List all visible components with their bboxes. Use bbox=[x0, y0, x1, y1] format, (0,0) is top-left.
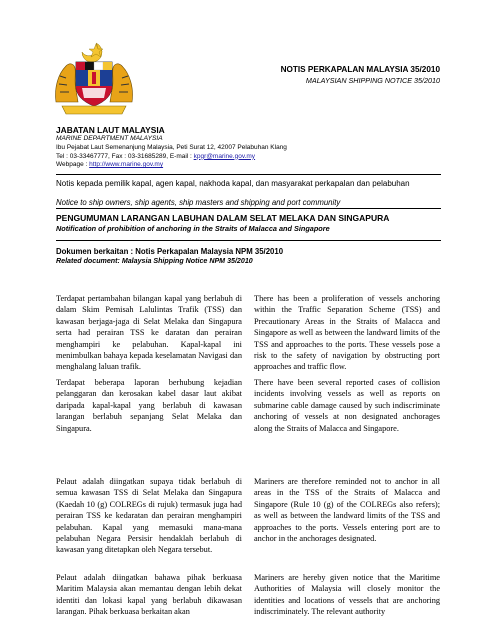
contact-prefix: Tel : 03-33467777, Fax : 03-31685289, E-mail : bbox=[56, 152, 194, 160]
webpage-link[interactable]: http://www.marine.gov.my bbox=[89, 161, 164, 169]
webpage-prefix: Webpage : bbox=[56, 161, 90, 169]
address-line: Ibu Pejabat Laut Semenanjung Malaysia, Peti Surat 12, 42007 Pelabuhan Klang bbox=[56, 144, 287, 151]
coat-of-arms-icon bbox=[48, 40, 140, 118]
webpage-line bbox=[56, 161, 287, 170]
paragraph-english-3: Mariners are therefore reminded not to anchor in all areas in the TSS of the Straits of Malacca and Singapore (Rule 10 (g) of the COLREGs also refers); as well as between the landward limits of the TSS and approaches to the ports. Vessels entering port are to anchor in the anchorages designated. bbox=[254, 477, 440, 544]
paragraph-malay-1: Terdapat pertambahan bilangan kapal yang berlabuh di dalam Skim Pemisah Lalulintas Trafik (TSS) dan kawasan berjaga-jaga di Selat Melaka dan Singapura serta had perairan TSS ke daratan dan perairan menghampiri ke pelabuhan. Kapal-kapal ini menimbulkan bahaya kepada keselamatan Navigasi dan menghalang laluan trafik. bbox=[56, 294, 242, 372]
headline-malay: PENGUMUMAN LARANGAN LABUHAN DALAM SELAT MELAKA DAN SINGAPURA bbox=[56, 213, 390, 223]
contact-line bbox=[56, 153, 287, 162]
divider bbox=[56, 174, 441, 175]
paragraph-english-1: There has been a proliferation of vessels anchoring within the Traffic Separation Scheme (TSS) and Precautionary Areas in the Straits of Malacca and Singapore as well as between the landward limits of the TSS and approaches to the ports. These vessels pose a risk to the safety of navigation by obstructing port approaches and traffic flow. bbox=[254, 294, 440, 372]
paragraph-malay-2: Terdapat beberapa laporan berhubung kejadian pelanggaran dan kerosakan kabel dasar laut akibat daripada kapal-kapal yang berlabuh di kawasan larangan berlabuh sepanjang Selat Melaka dan Singapura. bbox=[56, 378, 242, 433]
related-document-malay: Dokumen berkaitan : Notis Perkapalan Malaysia NPM 35/2010 bbox=[56, 247, 284, 256]
addressees-english: Notice to ship owners, ship agents, ship masters and shipping and port community bbox=[56, 198, 341, 207]
paragraph-malay-3: Pelaut adalah diingatkan supaya tidak berlabuh di semua kawasan TSS di Selat Melaka dan Singapura (Kaedah 10 (g) COLREGs di rujuk) termasuk juga had perairan TSS ke kedaratan dan perairan menghampiri pelabuhan. Kapal yang memasuki mana-mana pelabuhan Negara Persisir hendaklah berlabuh di kawasan yang ditetapkan oleh Negara tersebut. bbox=[56, 477, 242, 555]
addressees-malay: Notis kepada pemilik kapal, agen kapal, nakhoda kapal, dan masyarakat perkapalan dan pelabuhan bbox=[56, 179, 410, 188]
headline-english: Notification of prohibition of anchoring in the Straits of Malacca and Singapore bbox=[56, 224, 330, 233]
department-name: JABATAN LAUT MALAYSIA bbox=[56, 125, 165, 135]
email-link[interactable]: kpgr@marine.gov.my bbox=[193, 152, 256, 160]
paragraph-english-4: Mariners are hereby given notice that the Maritime Authorities of Malaysia will closely monitor the identities and locations of vessels that are anchoring indiscriminately. The relevant authority bbox=[254, 573, 440, 617]
notice-subtitle: MALAYSIAN SHIPPING NOTICE 35/2010 bbox=[305, 76, 440, 85]
notice-title: NOTIS PERKAPALAN MALAYSIA 35/2010 bbox=[280, 65, 440, 74]
department-address-block bbox=[56, 144, 287, 170]
department-name-en: MARINE DEPARTMENT MALAYSIA bbox=[56, 135, 163, 142]
paragraph-english-2: There have been several reported cases of collision incidents involving vessels as well as reports on submarine cable damage caused by such indiscriminate anchoring of vessels at non designated anchorages along the Straits of Malacca and Singapore. bbox=[254, 378, 440, 433]
divider bbox=[56, 240, 441, 241]
paragraph-malay-4: Pelaut adalah diingatkan bahawa pihak berkuasa Maritim Malaysia akan memantau dengan lebih dekat identiti dan lokasi kapal yang berlabuh dikawasan larangan. Pihak berkuasa berkaitan akan bbox=[56, 573, 242, 617]
divider bbox=[56, 208, 441, 209]
related-document-english: Related document: Malaysia Shipping Notice NPM 35/2010 bbox=[56, 257, 253, 265]
